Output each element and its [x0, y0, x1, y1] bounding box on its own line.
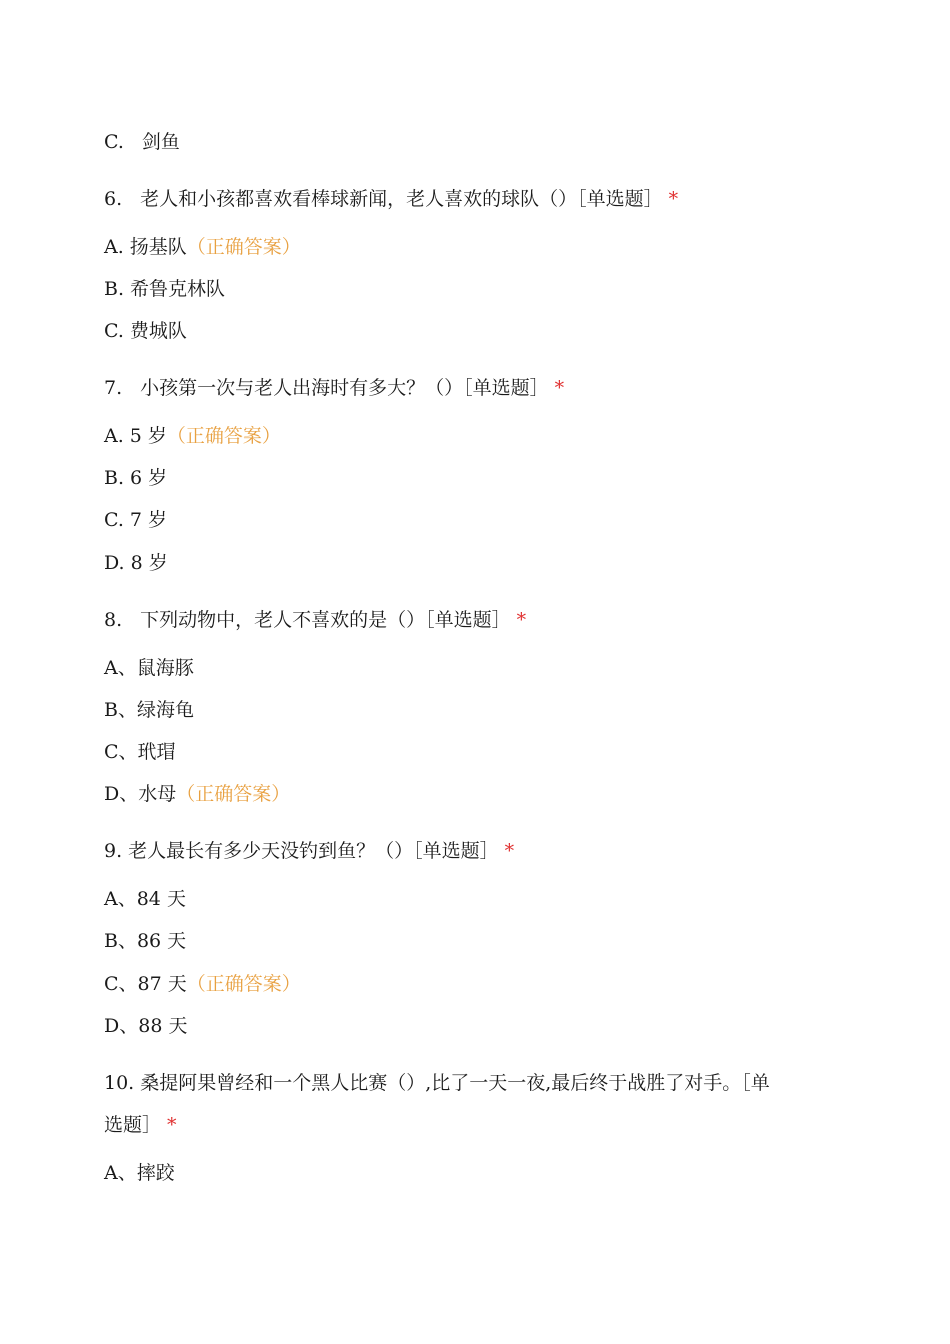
- q9-option-d: [104, 1014, 187, 1038]
- question-number: 10.: [104, 1072, 135, 1094]
- option-text: 7 岁: [129, 509, 168, 531]
- q6-option-c: [104, 319, 187, 343]
- option-text: A、摔跤: [104, 1162, 175, 1184]
- option-text: 6 岁: [130, 467, 168, 489]
- question-text: 下列动物中，老人不喜欢的是（）［单选题］: [140, 609, 511, 631]
- option-letter: A.: [104, 425, 124, 447]
- option-text: C、玳瑁: [104, 741, 176, 763]
- q7-question: [104, 376, 564, 400]
- q6-option-a: [104, 235, 301, 259]
- required-marker: *: [504, 840, 515, 862]
- question-text: 老人和小孩都喜欢看棒球新闻，老人喜欢的球队（）［单选题］: [140, 188, 663, 210]
- option-text: B、86 天: [104, 930, 187, 952]
- option-letter: C.: [104, 509, 124, 531]
- q8-option-d: [104, 782, 290, 806]
- q10-option-a: [104, 1161, 175, 1185]
- q5-option-c: [104, 130, 180, 154]
- q8-option-c: [104, 740, 176, 764]
- correct-answer-mark: （正确答案）: [176, 783, 291, 805]
- option-text: D、水母: [104, 783, 177, 805]
- q6-question: [104, 187, 678, 211]
- q7-option-b: [104, 466, 167, 490]
- option-letter: C.: [104, 320, 124, 342]
- required-marker: *: [167, 1114, 177, 1136]
- q10-question-line1: [104, 1071, 770, 1095]
- q9-question: [104, 839, 514, 863]
- question-text: 老人最长有多少天没钓到鱼？（）［单选题］: [128, 840, 499, 862]
- question-text-continued: 选题］: [104, 1114, 162, 1136]
- question-text: 小孩第一次与老人出海时有多大？（）［单选题］: [140, 377, 549, 399]
- q9-option-a: [104, 887, 186, 911]
- option-text: 剑鱼: [141, 131, 180, 153]
- correct-answer-mark: （正确答案）: [186, 236, 301, 258]
- q10-question-line2: [104, 1113, 177, 1137]
- q9-option-b: [104, 929, 186, 953]
- q7-option-c: [104, 508, 167, 532]
- option-text: 费城队: [129, 320, 187, 342]
- q8-option-a: [104, 656, 194, 680]
- option-text: A、鼠海豚: [104, 657, 194, 679]
- option-letter: D.: [104, 552, 125, 574]
- option-text: C、87 天: [104, 973, 187, 995]
- q8-option-b: [104, 698, 194, 722]
- option-text: A、84 天: [104, 888, 186, 910]
- option-letter: B.: [104, 278, 125, 300]
- q9-option-c: [104, 972, 301, 996]
- option-letter: C.: [104, 131, 124, 153]
- question-number: 6.: [104, 188, 123, 210]
- option-text: D、88 天: [104, 1015, 188, 1037]
- required-marker: *: [668, 188, 679, 210]
- option-text: 8 岁: [130, 552, 168, 574]
- q7-option-a: [104, 424, 281, 448]
- q7-option-d: [104, 551, 168, 575]
- question-number: 9.: [104, 840, 123, 862]
- required-marker: *: [554, 377, 565, 399]
- q6-option-b: [104, 277, 225, 301]
- option-text: 扬基队: [129, 236, 187, 258]
- q8-question: [104, 608, 526, 632]
- option-text: 希鲁克林队: [130, 278, 226, 300]
- question-number: 8.: [104, 609, 123, 631]
- question-number: 7.: [104, 377, 123, 399]
- question-text: 桑提阿果曾经和一个黑人比赛（）,比了一天一夜,最后终于战胜了对手。［单: [140, 1072, 770, 1094]
- option-text: 5 岁: [129, 425, 167, 447]
- required-marker: *: [516, 609, 527, 631]
- correct-answer-mark: （正确答案）: [166, 425, 281, 447]
- correct-answer-mark: （正确答案）: [186, 973, 301, 995]
- option-letter: A.: [104, 236, 124, 258]
- option-letter: B.: [104, 467, 125, 489]
- option-text: B、绿海龟: [104, 699, 194, 721]
